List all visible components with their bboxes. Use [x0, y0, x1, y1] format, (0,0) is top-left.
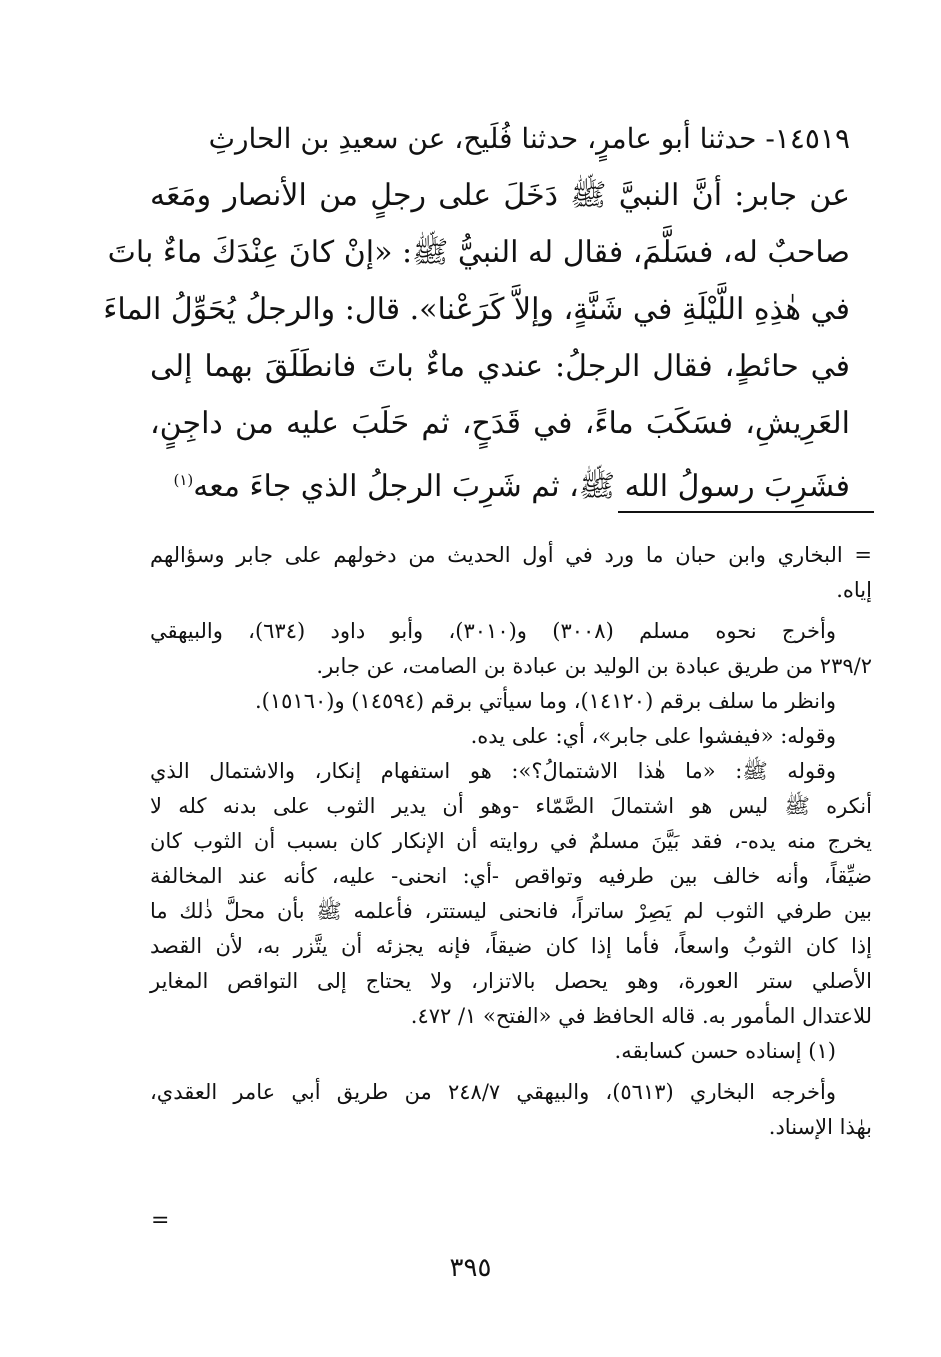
- footnote-line: = البخاري وابن حبان ما ورد في أول الحديث من دخولهم على جابر وسؤالهم: [150, 543, 872, 567]
- hadith-line: ١٤٥١٩- حدثنا أبو عامرٍ، حدثنا فُلَيح، عن سعيدِ بن الحارثِ: [208, 122, 850, 155]
- footnote-line: بين طرفي الثوب لم يَصِرْ ساتراً، فانحنى ليستتر، فأعلمه ﷺ بأن محلَّ ذٰلك ما: [150, 899, 872, 923]
- footnote-line: أنكره ﷺ ليس هو اشتمالَ الصَّمّاء -وهو أن يدير الثوب على بدنه كله لا: [150, 794, 872, 818]
- footnote-line: وانظر ما سلف برقم (١٤١٢٠)، وما سيأتي برقم (١٤٥٩٤) و(١٥١٦٠).: [255, 689, 836, 713]
- continuation-mark: =: [151, 1208, 170, 1233]
- footnote-line: وقوله ﷺ: «ما هٰذا الاشتمالُ؟»: هو استفهام إنكار، والاشتمال الذي: [150, 759, 836, 783]
- footnote-line: الأصلي ستر العورة، وهو يحصل بالاتزار، ولا يحتاج إلى التواقص المغاير: [150, 969, 872, 993]
- footnote-line: (١) إسناده حسن كسابقه.: [614, 1039, 836, 1063]
- footnote-line: ٢٣٩/٢ من طريق عبادة بن الوليد بن عبادة بن الصامت، عن جابر.: [316, 654, 872, 678]
- hadith-line: صاحبٌ له، فسَلَّمَ، فقال له النبيُّ ﷺ: «إنْ كانَ عِنْدَكَ ماءٌ باتَ: [107, 235, 850, 270]
- hadith-line: في حائطٍ، فقال الرجلُ: عندي ماءٌ باتَ فانطَلَقَ بهما إلى: [150, 349, 851, 384]
- footnote-line: وقوله: «فيفشوا على جابر»، أي: على يده.: [470, 724, 836, 748]
- footnote-separator: [618, 511, 874, 513]
- footnote-line: للاعتدال المأمور به. قاله الحافظ في «الفتح» ١/ ٤٧٢.: [410, 1004, 872, 1028]
- hadith-line-last: [150, 452, 850, 509]
- footnotes: [150, 538, 872, 1145]
- hadith-text: [103, 110, 851, 509]
- hadith-line-text: فشَرِبَ رسولُ الله ﷺ، ثم شَرِبَ الرجلُ الذي جاءَ معه: [193, 469, 850, 504]
- footnote-line: ضيِّقاً، وأنه خالف بين طرفيه وتواقص -أي: انحنى- عليه، كأنه عند المخالفة: [150, 864, 872, 888]
- hadith-line: في هٰذِهِ اللَّيْلَةِ في شَنَّةٍ، وإلاَّ كَرَعْنا». قال: والرجلُ يُحَوِّلُ الماءَ: [103, 292, 850, 327]
- footnote-line: إياه.: [836, 578, 872, 602]
- footnote-line: وأخرجه البخاري (٥٦١٣)، والبيهقي ٢٤٨/٧ من طريق أبي عامر العقدي،: [150, 1080, 836, 1104]
- footnote-line: إذا كان الثوبُ واسعاً، فأما إذا كان ضيقاً، فإنه يجزئه أن يتَّزر به، لأن القصد: [150, 934, 872, 958]
- footnote-line: يخرج منه يده-، فقد بَيَّنَ مسلمٌ في روايته أن الإنكار كان بسبب أن الثوب كان: [150, 829, 872, 853]
- footnote-line: وأخرج نحوه مسلم (٣٠٠٨) و(٣٠١٠)، وأبو داود (٦٣٤)، والبيهقي: [150, 619, 837, 643]
- hadith-line: عن جابر: أنَّ النبيَّ ﷺ دَخَلَ على رجلٍ من الأنصار ومَعَه: [150, 178, 850, 213]
- footnote-line: بهٰذا الإسناد.: [768, 1115, 872, 1139]
- page-number: ٣٩٥: [449, 1253, 492, 1283]
- hadith-line: العَرِيشِ، فسَكَبَ ماءً، في قَدَحٍ، ثم حَلَبَ عليه من داجِنٍ،: [150, 406, 850, 441]
- footnote-reference: (١): [173, 471, 194, 489]
